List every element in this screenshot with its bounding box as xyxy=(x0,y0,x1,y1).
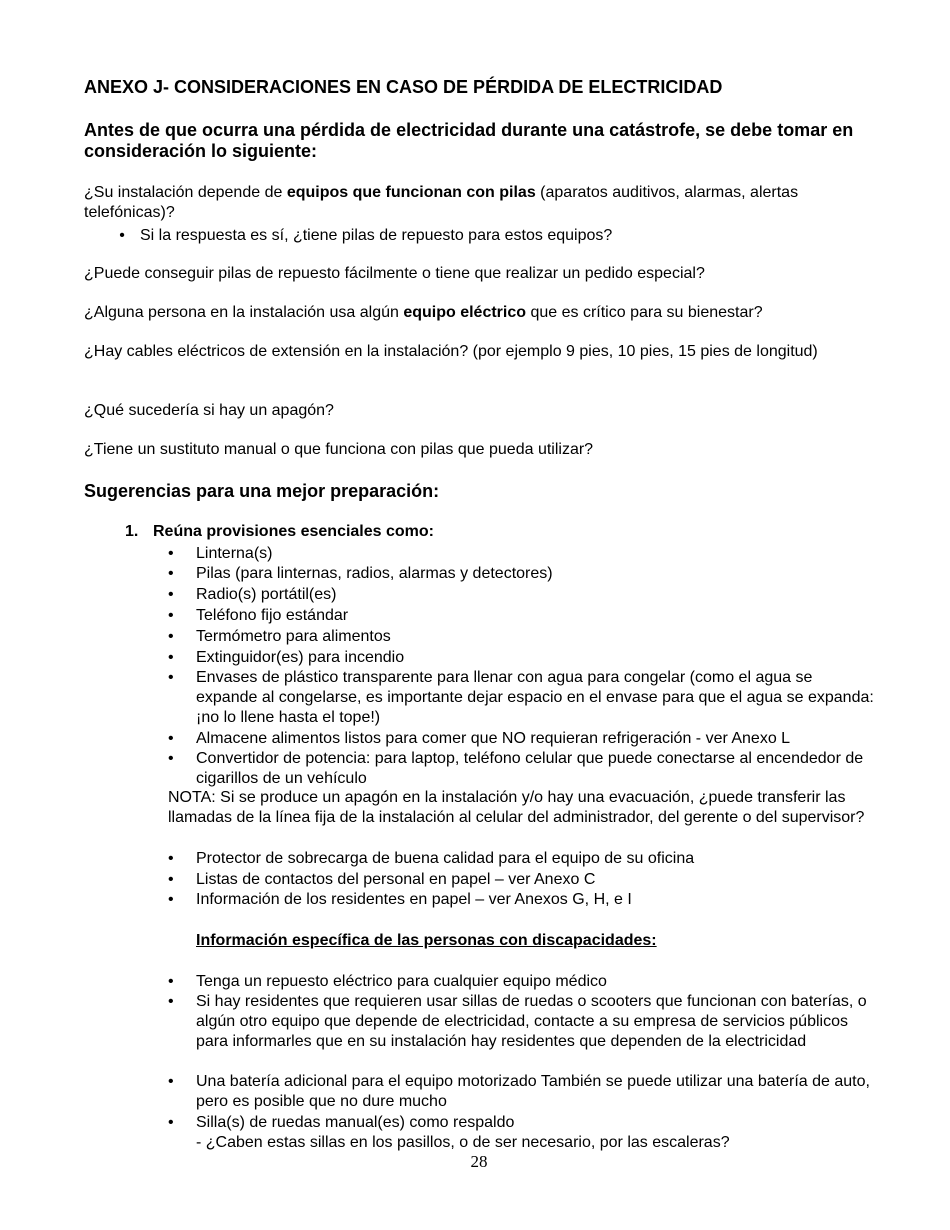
numbered-item-provisions: 1. Reúna provisiones esenciales como: xyxy=(125,523,434,540)
list-item: • Almacene alimentos listos para comer que NO requieran refrigeración - ver Anexo L xyxy=(168,730,791,747)
list-item: • Envases de plástico transparente para llenar con agua para congelar (como el agua se expande al congelarse, es importante dejar espacio en el envase para que el agua se expanda: ¡no lo llene hasta el tope!) xyxy=(168,669,874,726)
list-item: • Silla(s) de ruedas manual(es) como respaldo xyxy=(168,1114,515,1131)
question-blackout: ¿Qué sucedería si hay un apagón? xyxy=(84,402,334,419)
list-item: • Termómetro para alimentos xyxy=(168,628,391,645)
list-item: • Tenga un repuesto eléctrico para cualquier equipo médico xyxy=(168,973,607,990)
wheelchair-followup: - ¿Caben estas sillas en los pasillos, o de ser necesario, por las escaleras? xyxy=(196,1134,730,1151)
annex-title: ANEXO J- CONSIDERACIONES EN CASO DE PÉRDIDA DE ELECTRICIDAD xyxy=(84,77,723,97)
list-item: • Información de los residentes en papel – ver Anexos G, H, e I xyxy=(168,891,632,908)
question-electric-equipment: ¿Alguna persona en la instalación usa algún equipo eléctrico que es crítico para su bienestar? xyxy=(84,304,763,321)
note-call-forwarding: NOTA: Si se produce un apagón en la instalación y/o hay una evacuación, ¿puede transferir las llamadas de la línea fija de la instalación al celular del administrador, del gerente o del supervisor? xyxy=(168,789,865,826)
list-item: • Protector de sobrecarga de buena calidad para el equipo de su oficina xyxy=(168,850,695,867)
list-item: • Convertidor de potencia: para laptop, teléfono celular que puede conectarse al encendedor de cigarillos de un vehículo xyxy=(168,750,864,787)
list-item: • Radio(s) portátil(es) xyxy=(168,586,337,603)
intro-heading: Antes de que ocurra una pérdida de electricidad durante una catástrofe, se debe tomar en consideración lo siguiente: xyxy=(84,120,854,161)
bullet-spare-batteries: • Si la respuesta es sí, ¿tiene pilas de repuesto para estos equipos? xyxy=(140,226,874,246)
list-item: • Teléfono fijo estándar xyxy=(168,607,349,624)
question-batteries: ¿Su instalación depende de equipos que funcionan con pilas (aparatos auditivos, alarmas, alertas telefónicas)? xyxy=(84,184,799,221)
list-item: • Listas de contactos del personal en papel – ver Anexo C xyxy=(168,871,596,888)
bullet-icon: • xyxy=(119,227,125,244)
disability-heading: Información específica de las personas con discapacidades: xyxy=(196,932,657,949)
list-item: • Extinguidor(es) para incendio xyxy=(168,649,405,666)
list-item: • Si hay residentes que requieren usar sillas de ruedas o scooters que funcionan con baterías, o algún otro equipo que depende de electricidad, contacte a su empresa de servicios públicos para informarles que en su instalación hay residentes que dependen de la electricidad xyxy=(168,993,867,1050)
question-substitute: ¿Tiene un sustituto manual o que funciona con pilas que pueda utilizar? xyxy=(84,441,594,458)
list-item: • Linterna(s) xyxy=(168,545,273,562)
question-spare-batteries: ¿Puede conseguir pilas de repuesto fácilmente o tiene que realizar un pedido especial? xyxy=(84,265,705,282)
page-number: 28 xyxy=(470,1152,488,1171)
list-item: • Pilas (para linternas, radios, alarmas y detectores) xyxy=(168,565,553,582)
question-extension-cables: ¿Hay cables eléctricos de extensión en la instalación? (por ejemplo 9 pies, 10 pies, 15 pies de longitud) xyxy=(84,343,818,360)
suggestions-heading: Sugerencias para una mejor preparación: xyxy=(84,481,440,501)
list-item: • Una batería adicional para el equipo motorizado También se puede utilizar una batería de auto, pero es posible que no dure mucho xyxy=(168,1073,870,1110)
